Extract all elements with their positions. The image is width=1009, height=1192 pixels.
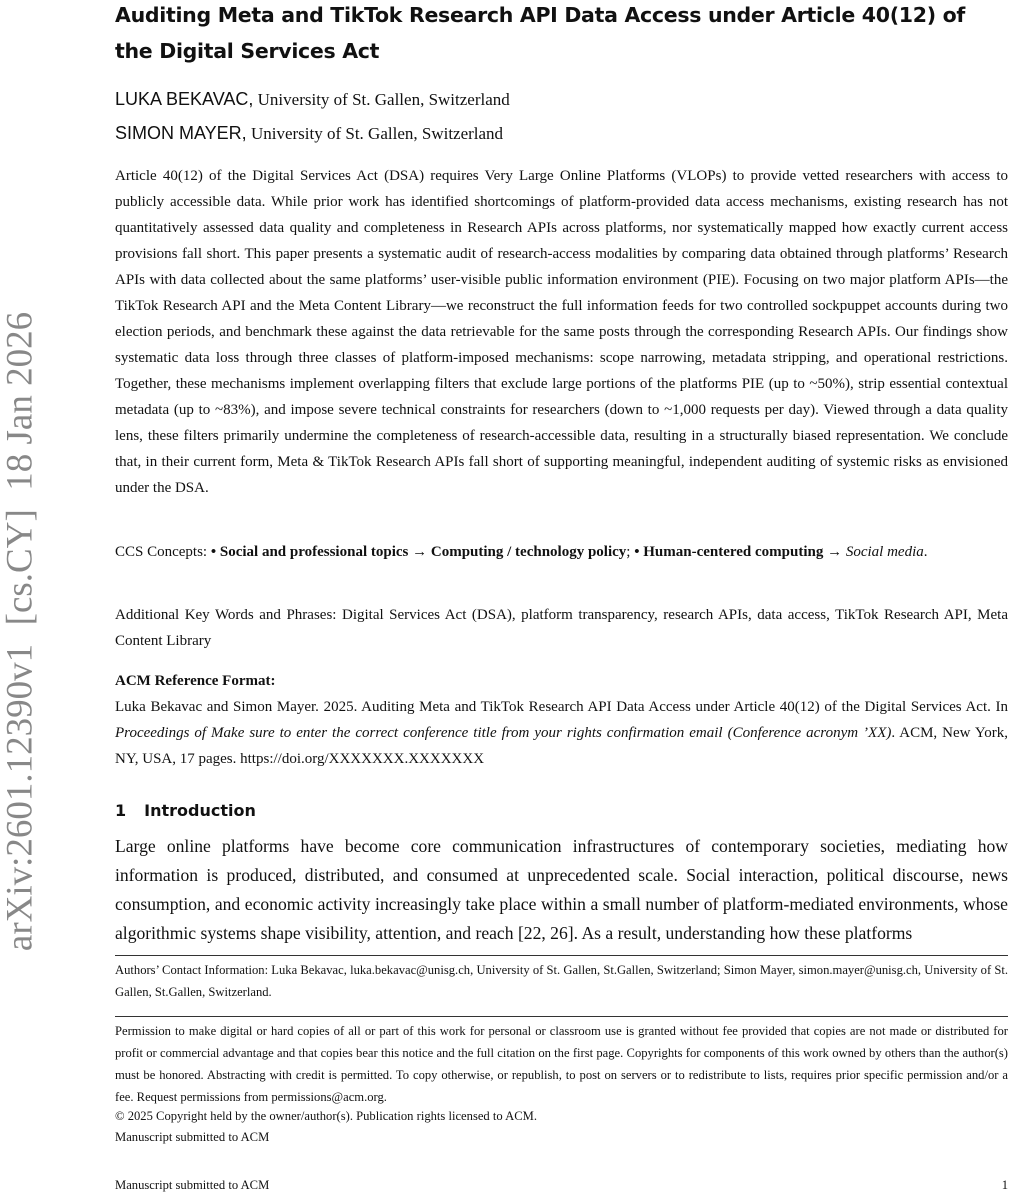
ref-venue: Proceedings of Make sure to enter the correct conference title from your rights confirmation email (Conference acronym ’XX) (115, 725, 892, 741)
section-number: 1 (115, 801, 127, 820)
ccs-concept: • Human-centered computing → (634, 544, 846, 560)
page-footer (115, 1174, 1008, 1192)
footnote-rule (115, 955, 1008, 956)
author-affiliation: University of St. Gallen, Switzerland (246, 124, 504, 143)
section-heading (115, 801, 1008, 820)
intro-text: Large online platforms have become core communication infrastructures of contemporary societies, mediating how information is produced, distributed, and consumed at unprecedented scale. Social interaction, political discourse, news consumption, and economic activity increasingly take place within a small number of platform-mediated environments, whose algorithmic systems shape visibility, attention, and reach [22, 26]. As a result, understanding how these platforms (115, 836, 1008, 943)
section-title: Introduction (144, 801, 256, 820)
ccs-concepts (115, 539, 1008, 565)
acm-ref-heading: ACM Reference Format: (115, 673, 276, 689)
acm-reference (115, 694, 1008, 772)
footer-text: Manuscript submitted to ACM (115, 1178, 270, 1192)
keywords: Additional Key Words and Phrases: Digital Services Act (DSA), platform transparency, research APIs, data access, TikTok Research API, Meta Content Library (115, 607, 1008, 649)
copyright: © 2025 Copyright held by the owner/author(s). Publication rights licensed to ACM. (115, 1109, 537, 1123)
separator: ; (626, 544, 635, 560)
ccs-concept-leaf: Social media (845, 544, 924, 560)
paper-title: Auditing Meta and TikTok Research API Data Access under Article 40(12) of the Digital Services Act (115, 3, 966, 63)
footnote-rule (115, 1016, 1008, 1017)
author-affiliation: University of St. Gallen, Switzerland (253, 90, 510, 109)
period: . (923, 544, 928, 560)
author (115, 89, 1008, 110)
manuscript-note: Manuscript submitted to ACM (115, 1130, 270, 1144)
author (115, 123, 1008, 144)
author-name: LUKA BEKAVAC, (115, 89, 254, 109)
ccs-concept: • Social and professional topics → Computing / technology policy (210, 544, 627, 560)
abstract: Article 40(12) of the Digital Services Act (DSA) requires Very Large Online Platforms (VLOPs) to provide vetted researchers with access to publicly accessible data. While prior work has identified shortcomings of platform-provided data access mechanisms, existing research has not quantitatively assessed data quality and completeness in Research APIs across platforms, nor systematically mapped how exactly current access provisions fall short. This paper presents a systematic audit of research-access modalities by comparing data obtained through platforms’ Research APIs with data collected about the same platforms’ user-visible public information environment (PIE). Focusing on two major platform APIs—the TikTok Research API and the Meta Content Library—we reconstruct the full information feeds for two controlled sockpuppet accounts during two election periods, and benchmark these against the data retrievable for the same posts through the corresponding Research APIs. Our findings show systematic data loss through three classes of platform-imposed mechanisms: scope narrowing, metadata stripping, and operational restrictions. Together, these mechanisms implement overlapping filters that exclude large portions of the platforms PIE (up to ~50%), strip essential contextual metadata (up to ~83%), and impose severe technical constraints for researchers (down to ~1,000 requests per day). Viewed through a data quality lens, these filters primarily undermine the completeness of research-accessible data, resulting in a structurally biased representation. We conclude that, in their current form, Meta & TikTok Research APIs fall short of supporting meaningful, independent auditing of systemic risks as envisioned under the DSA. (115, 168, 1008, 496)
ref-text: . ACM, New York, NY, USA, 17 pages. https://doi.org/XXXXXXX.XXXXXXX (115, 725, 1008, 767)
page-number: 1 (1001, 1178, 1008, 1192)
author-contact: Authors’ Contact Information: Luka Bekavac, luka.bekavac@unisg.ch, University of St. Gallen, St.Gallen, Switzerland; Simon Mayer, simon.mayer@unisg.ch, University of St. Gallen, St.Gallen, Switzerland. (115, 963, 1008, 999)
permission-notice: Permission to make digital or hard copies of all or part of this work for personal or classroom use is granted without fee provided that copies are not made or distributed for profit or commercial advantage and that copies bear this notice and the full citation on the first page. Copyrights for components of this work owned by others than the author(s) must be honored. Abstracting with credit is permitted. To copy otherwise, or republish, to post on servers or to redistribute to lists, requires prior specific permission and/or a fee. Request permissions from permissions@acm.org. (115, 1024, 1008, 1104)
ref-text: Luka Bekavac and Simon Mayer. 2025. Auditing Meta and TikTok Research API Data Access under Article 40(12) of the Digital Services Act. In (115, 699, 1008, 715)
arxiv-stamp: arXiv:2601.12390v1 [cs.CY] 18 Jan 2026 (0, 311, 41, 952)
ccs-label: CCS Concepts: (115, 544, 211, 560)
author-name: SIMON MAYER, (115, 123, 247, 143)
